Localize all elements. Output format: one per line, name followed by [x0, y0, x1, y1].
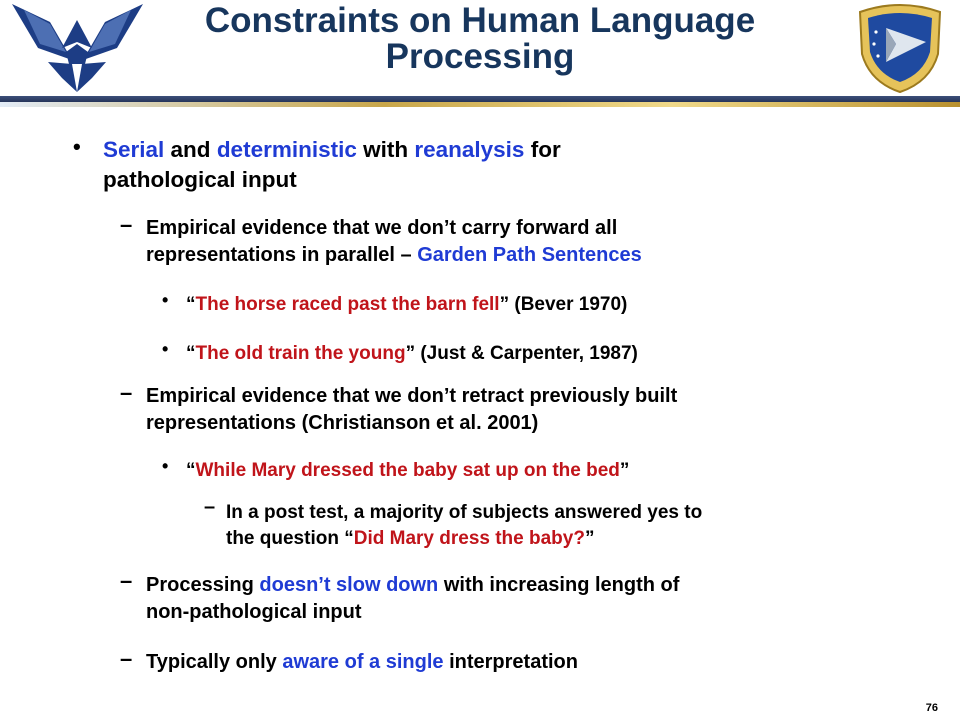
text-line: the question “	[226, 528, 354, 549]
hl-example: The horse raced past the barn fell	[195, 294, 500, 315]
sub-bullet-text	[146, 383, 677, 437]
bullet-marker: •	[162, 290, 169, 310]
title-line-2: Processing	[385, 37, 575, 76]
text-with: with	[356, 137, 415, 162]
dash-marker: –	[120, 646, 133, 671]
bullet-marker: •	[73, 134, 81, 159]
bullet-marker: •	[162, 339, 169, 359]
example-text	[186, 292, 627, 318]
hl-example: While Mary dressed the baby sat up on the bed	[195, 460, 620, 481]
text-line: In a post test, a majority of subjects answered yes to	[226, 502, 703, 523]
hl-question: Did Mary dress the baby?	[353, 528, 585, 549]
text-line: with increasing length of	[438, 574, 680, 596]
air-force-logo-icon	[10, 2, 145, 94]
hl-garden-path: Garden Path Sentences	[417, 244, 642, 266]
hl-single: aware of a single	[282, 651, 444, 673]
quote-open: “	[186, 294, 196, 315]
citation: ” (Bever 1970)	[499, 294, 628, 315]
citation: ” (Just & Carpenter, 1987)	[405, 343, 638, 364]
example-text	[186, 341, 638, 367]
text-line: interpretation	[443, 651, 578, 673]
dash-marker: –	[120, 212, 133, 237]
hl-example: The old train the young	[195, 343, 406, 364]
bullet-text	[103, 135, 561, 195]
text-line: non-pathological input	[146, 601, 362, 623]
slide-title	[130, 3, 830, 75]
sub-bullet-text	[146, 215, 642, 269]
page-number: 76	[925, 702, 938, 714]
afrl-shield-icon	[850, 2, 950, 94]
bullet-marker: •	[162, 456, 169, 476]
text-line: representations (Christianson et al. 2001)	[146, 412, 539, 434]
text-line: Processing	[146, 574, 260, 596]
text-line: Empirical evidence that we don’t carry forward all	[146, 217, 618, 239]
dash-marker: –	[120, 568, 133, 593]
hl-reanalysis: reanalysis	[414, 137, 525, 162]
text-and: and	[164, 137, 217, 162]
quote-open: “	[186, 343, 196, 364]
example-text	[186, 458, 629, 484]
text-line: Empirical evidence that we don’t retract previously built	[146, 385, 678, 407]
header-gold-band	[0, 102, 960, 107]
text-line: representations in parallel –	[146, 244, 418, 266]
hl-slow-down: doesn’t slow down	[259, 574, 439, 596]
title-line-1: Constraints on Human Language	[204, 1, 756, 40]
text-for: for	[524, 137, 561, 162]
hl-serial: Serial	[103, 137, 165, 162]
quote-close: ”	[584, 528, 595, 549]
post-test-text	[226, 500, 702, 552]
dash-marker: –	[120, 380, 133, 405]
dash-marker: –	[204, 496, 216, 518]
sub-bullet-text	[146, 649, 578, 676]
sub-bullet-text	[146, 572, 679, 626]
text-pathological-input: pathological input	[103, 167, 297, 192]
hl-deterministic: deterministic	[216, 137, 357, 162]
text-line: Typically only	[146, 651, 283, 673]
quote-close: ”	[619, 460, 630, 481]
quote-open: “	[186, 460, 196, 481]
